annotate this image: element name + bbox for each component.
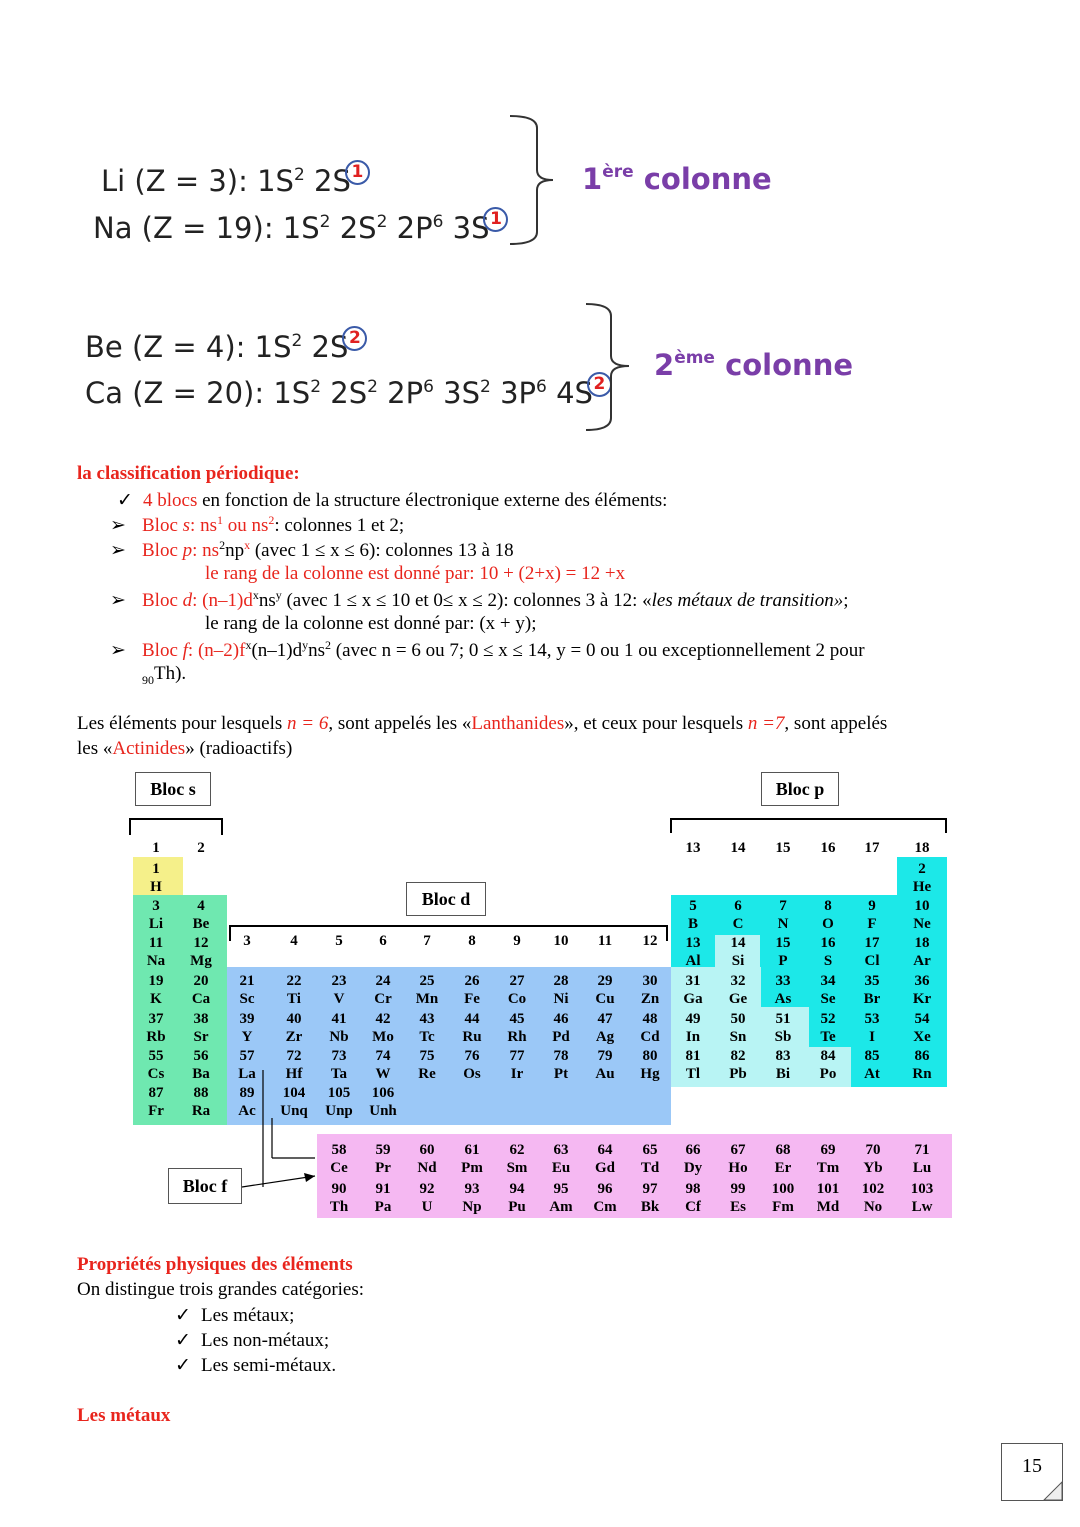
atomic-number: 13: [685, 935, 701, 951]
element-symbol: F: [867, 916, 877, 932]
atomic-number: 58: [331, 1142, 347, 1158]
bloc-s-line: ➢ Bloc s: $ns^1$ ou $ns^2$: colonnes 1 et 2;: [110, 513, 405, 536]
element-symbol: Er: [774, 1160, 792, 1176]
category-item: ✓ Les non-métaux;: [175, 1330, 330, 1351]
atomic-number: 53: [864, 1011, 880, 1027]
atomic-number: 65: [642, 1142, 658, 1158]
atomic-number: 104: [282, 1085, 306, 1101]
element-symbol: Hg: [640, 1066, 660, 1082]
element-symbol: Lu: [912, 1160, 932, 1176]
element-symbol: Ra: [191, 1103, 211, 1119]
atomic-number: 6: [734, 898, 742, 914]
element-symbol: Yb: [863, 1160, 883, 1176]
config-be: Be (Z = 4): $1S^2$ 2S2: [85, 326, 367, 364]
element-symbol: Tc: [419, 1029, 435, 1045]
atomic-number: 46: [553, 1011, 569, 1027]
atomic-number: 73: [331, 1048, 347, 1064]
atomic-number: 18: [914, 935, 930, 951]
atomic-number: 93: [464, 1181, 480, 1197]
element-symbol: No: [863, 1199, 883, 1215]
atomic-number: 38: [193, 1011, 209, 1027]
element-symbol: Cs: [147, 1066, 165, 1082]
atomic-number: 52: [820, 1011, 836, 1027]
group-number: 6: [379, 933, 387, 949]
atomic-number: 12: [193, 935, 209, 951]
atomic-number: 42: [375, 1011, 391, 1027]
element-symbol: V: [333, 991, 345, 1007]
arrow-bullet-icon: ➢: [110, 640, 126, 661]
atomic-number: 11: [148, 935, 164, 951]
atomic-number: 49: [685, 1011, 701, 1027]
bloc-d-line: ➢ Bloc d: $(n-1)d^xns^y$ (avec 1 ≤ x ≤ 10 et 0≤ x ≤ 2): colonnes 3 à 12: «les métaux de transition»;: [110, 588, 849, 611]
atomic-number: 63: [553, 1142, 569, 1158]
atomic-number: 70: [865, 1142, 881, 1158]
atomic-number: 106: [371, 1085, 395, 1101]
atomic-number: 16: [820, 935, 836, 951]
element-symbol: S: [823, 953, 833, 969]
atomic-number: 25: [419, 973, 435, 989]
element-symbol: Bi: [775, 1066, 791, 1082]
element-symbol: Xe: [913, 1029, 931, 1045]
circled-number: 2: [587, 372, 612, 397]
atomic-number: 98: [685, 1181, 701, 1197]
circled-number: 2: [342, 326, 367, 351]
element-symbol: Th: [329, 1199, 349, 1215]
atomic-number: 88: [193, 1085, 209, 1101]
bloc-f-line-2: $_{90}$Th).: [142, 663, 187, 687]
atomic-number: 99: [730, 1181, 746, 1197]
element-symbol: Si: [731, 953, 745, 969]
element-symbol: Kr: [912, 991, 932, 1007]
element-symbol: O: [822, 916, 834, 932]
element-symbol: P: [778, 953, 788, 969]
element-symbol: Pm: [461, 1160, 483, 1176]
atomic-number: 36: [914, 973, 930, 989]
atomic-number: 95: [553, 1181, 569, 1197]
element-symbol: Se: [820, 991, 836, 1007]
element-symbol: Rh: [507, 1029, 527, 1045]
element-symbol: Al: [685, 953, 701, 969]
atomic-number: 22: [286, 973, 302, 989]
atomic-number: 24: [375, 973, 391, 989]
classification-heading: la classification périodique:: [77, 463, 300, 484]
element-symbol: Ar: [913, 953, 931, 969]
atomic-number: 31: [685, 973, 701, 989]
atomic-number: 27: [509, 973, 525, 989]
second-column-label: 2ème colonne: [654, 348, 854, 382]
element-symbol: Sc: [239, 991, 255, 1007]
group-number: 5: [335, 933, 343, 949]
bloc-p-label: Bloc p: [761, 772, 839, 806]
element-symbol: Fm: [772, 1199, 794, 1215]
element-symbol: Ru: [462, 1029, 482, 1045]
group-number: 17: [864, 840, 880, 856]
element-symbol: Cd: [640, 1029, 660, 1045]
atomic-number: 86: [914, 1048, 930, 1064]
element-symbol: Nb: [329, 1029, 349, 1045]
atomic-number: 55: [148, 1048, 164, 1064]
atomic-number: 47: [597, 1011, 613, 1027]
element-symbol: W: [375, 1066, 391, 1082]
atomic-number: 71: [914, 1142, 930, 1158]
element-symbol: Np: [462, 1199, 482, 1215]
element-symbol: Pu: [508, 1199, 526, 1215]
atomic-number: 15: [775, 935, 791, 951]
element-symbol: H: [150, 879, 162, 895]
element-symbol: Sb: [774, 1029, 792, 1045]
atomic-number: 77: [509, 1048, 525, 1064]
circled-number: 1: [483, 207, 508, 232]
properties-intro: On distingue trois grandes catégories:: [77, 1279, 365, 1300]
atomic-number: 26: [464, 973, 480, 989]
bloc-f-line: ➢ Bloc f: $(n-2)f^x(n-1)d^yns^2$ (avec n = 6 ou 7; 0 ≤ x ≤ 14, y = 0 ou 1 ou exceptionnellement 2 pour: [110, 638, 865, 661]
bloc-s-label: Bloc s: [135, 772, 211, 806]
group-number: 14: [730, 840, 746, 856]
first-column-label: 1ère colonne: [582, 162, 772, 196]
element-symbol: B: [687, 916, 698, 932]
element-symbol: Rb: [146, 1029, 166, 1045]
group-number: 2: [197, 840, 205, 856]
element-symbol: Po: [819, 1066, 837, 1082]
group-number: 3: [243, 933, 251, 949]
config-na: Na (Z = 19): $1S^2$ $2S^2$ $2P^6$ 3S1: [93, 207, 508, 245]
element-symbol: Cm: [593, 1199, 617, 1215]
atomic-number: 20: [193, 973, 209, 989]
check-icon: ✓: [117, 490, 133, 511]
atomic-number: 10: [914, 898, 930, 914]
atomic-number: 41: [331, 1011, 347, 1027]
atomic-number: 66: [685, 1142, 701, 1158]
element-symbol: Os: [463, 1066, 481, 1082]
element-symbol: I: [869, 1029, 875, 1045]
atomic-number: 60: [419, 1142, 435, 1158]
element-symbol: Pt: [553, 1066, 569, 1082]
atomic-number: 59: [375, 1142, 391, 1158]
group-number: 18: [914, 840, 930, 856]
group-number: 12: [642, 933, 658, 949]
config-ca: Ca (Z = 20): $1S^2$ $2S^2$ $2P^6$ $3S^2$ $3P^6$ 4S2: [85, 372, 612, 410]
element-symbol: Ga: [683, 991, 703, 1007]
atomic-number: 89: [239, 1085, 255, 1101]
element-symbol: Pr: [375, 1160, 391, 1176]
element-symbol: Tm: [816, 1160, 840, 1176]
atomic-number: 72: [286, 1048, 302, 1064]
element-symbol: In: [685, 1029, 701, 1045]
atomic-number: 92: [419, 1181, 435, 1197]
atomic-number: 40: [286, 1011, 302, 1027]
element-symbol: N: [777, 916, 789, 932]
atomic-number: 100: [771, 1181, 795, 1197]
element-symbol: Unp: [325, 1103, 353, 1119]
element-symbol: Ge: [728, 991, 748, 1007]
atomic-number: 76: [464, 1048, 480, 1064]
element-symbol: Dy: [683, 1160, 703, 1176]
atomic-number: 2: [918, 861, 926, 877]
element-symbol: Eu: [551, 1160, 571, 1176]
element-symbol: Ho: [728, 1160, 748, 1176]
element-symbol: Pb: [729, 1066, 747, 1082]
category-item: ✓ Les semi-métaux.: [175, 1355, 337, 1376]
group-number: 7: [423, 933, 431, 949]
element-symbol: Hf: [285, 1066, 303, 1082]
config-li: Li (Z = 3): $1S^2$ 2S1: [101, 160, 370, 198]
atomic-number: 30: [642, 973, 658, 989]
atomic-number: 51: [775, 1011, 791, 1027]
check-icon: ✓: [175, 1305, 191, 1326]
bloc-p-rank: le rang de la colonne est donné par: 10 + (2+x) = 12 +x: [205, 563, 626, 584]
element-symbol: Sr: [193, 1029, 209, 1045]
group-number: 8: [468, 933, 476, 949]
atomic-number: 37: [148, 1011, 164, 1027]
element-symbol: Ba: [192, 1066, 210, 1082]
element-symbol: Td: [640, 1160, 660, 1176]
bloc-f-label: Bloc f: [168, 1168, 242, 1204]
atomic-number: 82: [730, 1048, 746, 1064]
element-symbol: Cf: [685, 1199, 701, 1215]
bloc-p-line: ➢ Bloc p: $ns^2np^x$ (avec 1 ≤ x ≤ 6): colonnes 13 à 18: [110, 538, 514, 561]
element-symbol: Es: [730, 1199, 746, 1215]
check-icon: ✓: [175, 1355, 191, 1376]
lanthanides-paragraph-2: les «Actinides» (radioactifs): [77, 738, 293, 759]
atomic-number: 68: [775, 1142, 791, 1158]
group-number: 13: [685, 840, 701, 856]
atomic-number: 96: [597, 1181, 613, 1197]
atomic-number: 57: [239, 1048, 255, 1064]
element-symbol: Am: [549, 1199, 573, 1215]
element-symbol: Ne: [913, 916, 931, 932]
atomic-number: 34: [820, 973, 836, 989]
atomic-number: 80: [642, 1048, 658, 1064]
check-icon: ✓: [175, 1330, 191, 1351]
atomic-number: 33: [775, 973, 791, 989]
element-symbol: Unq: [280, 1103, 308, 1119]
element-symbol: La: [238, 1066, 256, 1082]
atomic-number: 48: [642, 1011, 658, 1027]
atomic-number: 39: [239, 1011, 255, 1027]
atomic-number: 94: [509, 1181, 525, 1197]
element-symbol: Mo: [372, 1029, 394, 1045]
blocks-intro: ✓ 4 blocs en fonction de la structure électronique externe des éléments:: [117, 490, 668, 511]
element-symbol: K: [150, 991, 162, 1007]
atomic-number: 43: [419, 1011, 435, 1027]
element-symbol: At: [864, 1066, 880, 1082]
atomic-number: 90: [331, 1181, 347, 1197]
group-number: 16: [820, 840, 836, 856]
element-symbol: Ta: [330, 1066, 348, 1082]
element-symbol: Co: [507, 991, 527, 1007]
atomic-number: 7: [779, 898, 787, 914]
group-number: 15: [775, 840, 791, 856]
atomic-number: 64: [597, 1142, 613, 1158]
category-item: ✓ Les métaux;: [175, 1305, 295, 1326]
element-symbol: Ac: [238, 1103, 256, 1119]
atomic-number: 61: [464, 1142, 480, 1158]
atomic-number: 4: [197, 898, 205, 914]
element-symbol: Bk: [640, 1199, 660, 1215]
atomic-number: 29: [597, 973, 613, 989]
element-symbol: Sm: [506, 1160, 528, 1176]
atomic-number: 69: [820, 1142, 836, 1158]
atomic-number: 1: [152, 861, 160, 877]
element-symbol: Ir: [510, 1066, 524, 1082]
atomic-number: 83: [775, 1048, 791, 1064]
group-number: 10: [553, 933, 569, 949]
arrow-bullet-icon: ➢: [110, 590, 126, 611]
element-symbol: Na: [146, 953, 166, 969]
element-symbol: Pa: [374, 1199, 392, 1215]
element-symbol: Ca: [191, 991, 211, 1007]
atomic-number: 14: [730, 935, 746, 951]
element-symbol: Zn: [640, 991, 660, 1007]
element-symbol: Cl: [864, 953, 880, 969]
atomic-number: 35: [864, 973, 880, 989]
element-symbol: Cu: [595, 991, 615, 1007]
element-symbol: Li: [148, 916, 164, 932]
element-symbol: As: [774, 991, 792, 1007]
lanthanides-paragraph-1: Les éléments pour lesquels n = 6, sont appelés les «Lanthanides», et ceux pour lesquels n =7, sont appelés: [77, 713, 888, 734]
element-symbol: Y: [241, 1029, 253, 1045]
element-symbol: Pd: [552, 1029, 570, 1045]
atomic-number: 84: [820, 1048, 836, 1064]
atomic-number: 103: [910, 1181, 934, 1197]
atomic-number: 23: [331, 973, 347, 989]
atomic-number: 67: [730, 1142, 746, 1158]
atomic-number: 87: [148, 1085, 164, 1101]
element-symbol: Sn: [729, 1029, 747, 1045]
atomic-number: 81: [685, 1048, 701, 1064]
element-symbol: Tl: [685, 1066, 701, 1082]
atomic-number: 45: [509, 1011, 525, 1027]
element-symbol: Re: [418, 1066, 436, 1082]
element-symbol: Unh: [369, 1103, 397, 1119]
element-symbol: Ni: [553, 991, 569, 1007]
element-symbol: Br: [863, 991, 881, 1007]
atomic-number: 105: [327, 1085, 351, 1101]
atomic-number: 5: [689, 898, 697, 914]
atomic-number: 85: [864, 1048, 880, 1064]
element-symbol: Zr: [285, 1029, 303, 1045]
atomic-number: 28: [553, 973, 569, 989]
atomic-number: 75: [419, 1048, 435, 1064]
element-symbol: Rn: [912, 1066, 932, 1082]
atomic-number: 21: [239, 973, 255, 989]
group-number: 9: [513, 933, 521, 949]
atomic-number: 50: [730, 1011, 746, 1027]
element-symbol: Md: [816, 1199, 840, 1215]
element-symbol: Nd: [417, 1160, 437, 1176]
element-symbol: Fr: [148, 1103, 164, 1119]
atomic-number: 91: [375, 1181, 391, 1197]
element-symbol: Te: [820, 1029, 836, 1045]
element-symbol: Ti: [287, 991, 301, 1007]
metals-heading: Les métaux: [77, 1405, 171, 1426]
page-curl-icon: [1043, 1481, 1063, 1501]
atomic-number: 56: [193, 1048, 209, 1064]
atomic-number: 101: [816, 1181, 840, 1197]
group-number: 4: [290, 933, 298, 949]
element-symbol: C: [732, 916, 744, 932]
element-symbol: Lw: [911, 1199, 933, 1215]
atomic-number: 54: [914, 1011, 930, 1027]
group-number: 1: [152, 840, 160, 856]
circled-number: 1: [345, 160, 370, 185]
bloc-d-label: Bloc d: [406, 882, 486, 916]
element-symbol: Ce: [330, 1160, 348, 1176]
atomic-number: 19: [148, 973, 164, 989]
atomic-number: 78: [553, 1048, 569, 1064]
group-number: 11: [597, 933, 613, 949]
element-symbol: Cr: [374, 991, 392, 1007]
properties-heading: Propriétés physiques des éléments: [77, 1254, 353, 1275]
atomic-number: 32: [730, 973, 746, 989]
atomic-number: 3: [152, 898, 160, 914]
atomic-number: 9: [868, 898, 876, 914]
element-symbol: Mn: [415, 991, 439, 1007]
atomic-number: 79: [597, 1048, 613, 1064]
atomic-number: 74: [375, 1048, 391, 1064]
atomic-number: 44: [464, 1011, 480, 1027]
element-symbol: He: [912, 879, 932, 895]
atomic-number: 62: [509, 1142, 525, 1158]
element-symbol: Be: [192, 916, 210, 932]
element-symbol: Ag: [595, 1029, 615, 1045]
arrow-bullet-icon: ➢: [110, 515, 126, 536]
element-symbol: Au: [595, 1066, 615, 1082]
bloc-d-rank: le rang de la colonne est donné par: (x + y);: [205, 613, 537, 634]
atomic-number: 8: [824, 898, 832, 914]
atomic-number: 97: [642, 1181, 658, 1197]
element-symbol: Fe: [464, 991, 480, 1007]
atomic-number: 102: [861, 1181, 885, 1197]
element-symbol: Gd: [594, 1160, 615, 1176]
arrow-bullet-icon: ➢: [110, 540, 126, 561]
page-number: 15: [1001, 1443, 1063, 1501]
element-symbol: U: [421, 1199, 433, 1215]
element-symbol: Mg: [190, 953, 212, 969]
atomic-number: 17: [864, 935, 880, 951]
